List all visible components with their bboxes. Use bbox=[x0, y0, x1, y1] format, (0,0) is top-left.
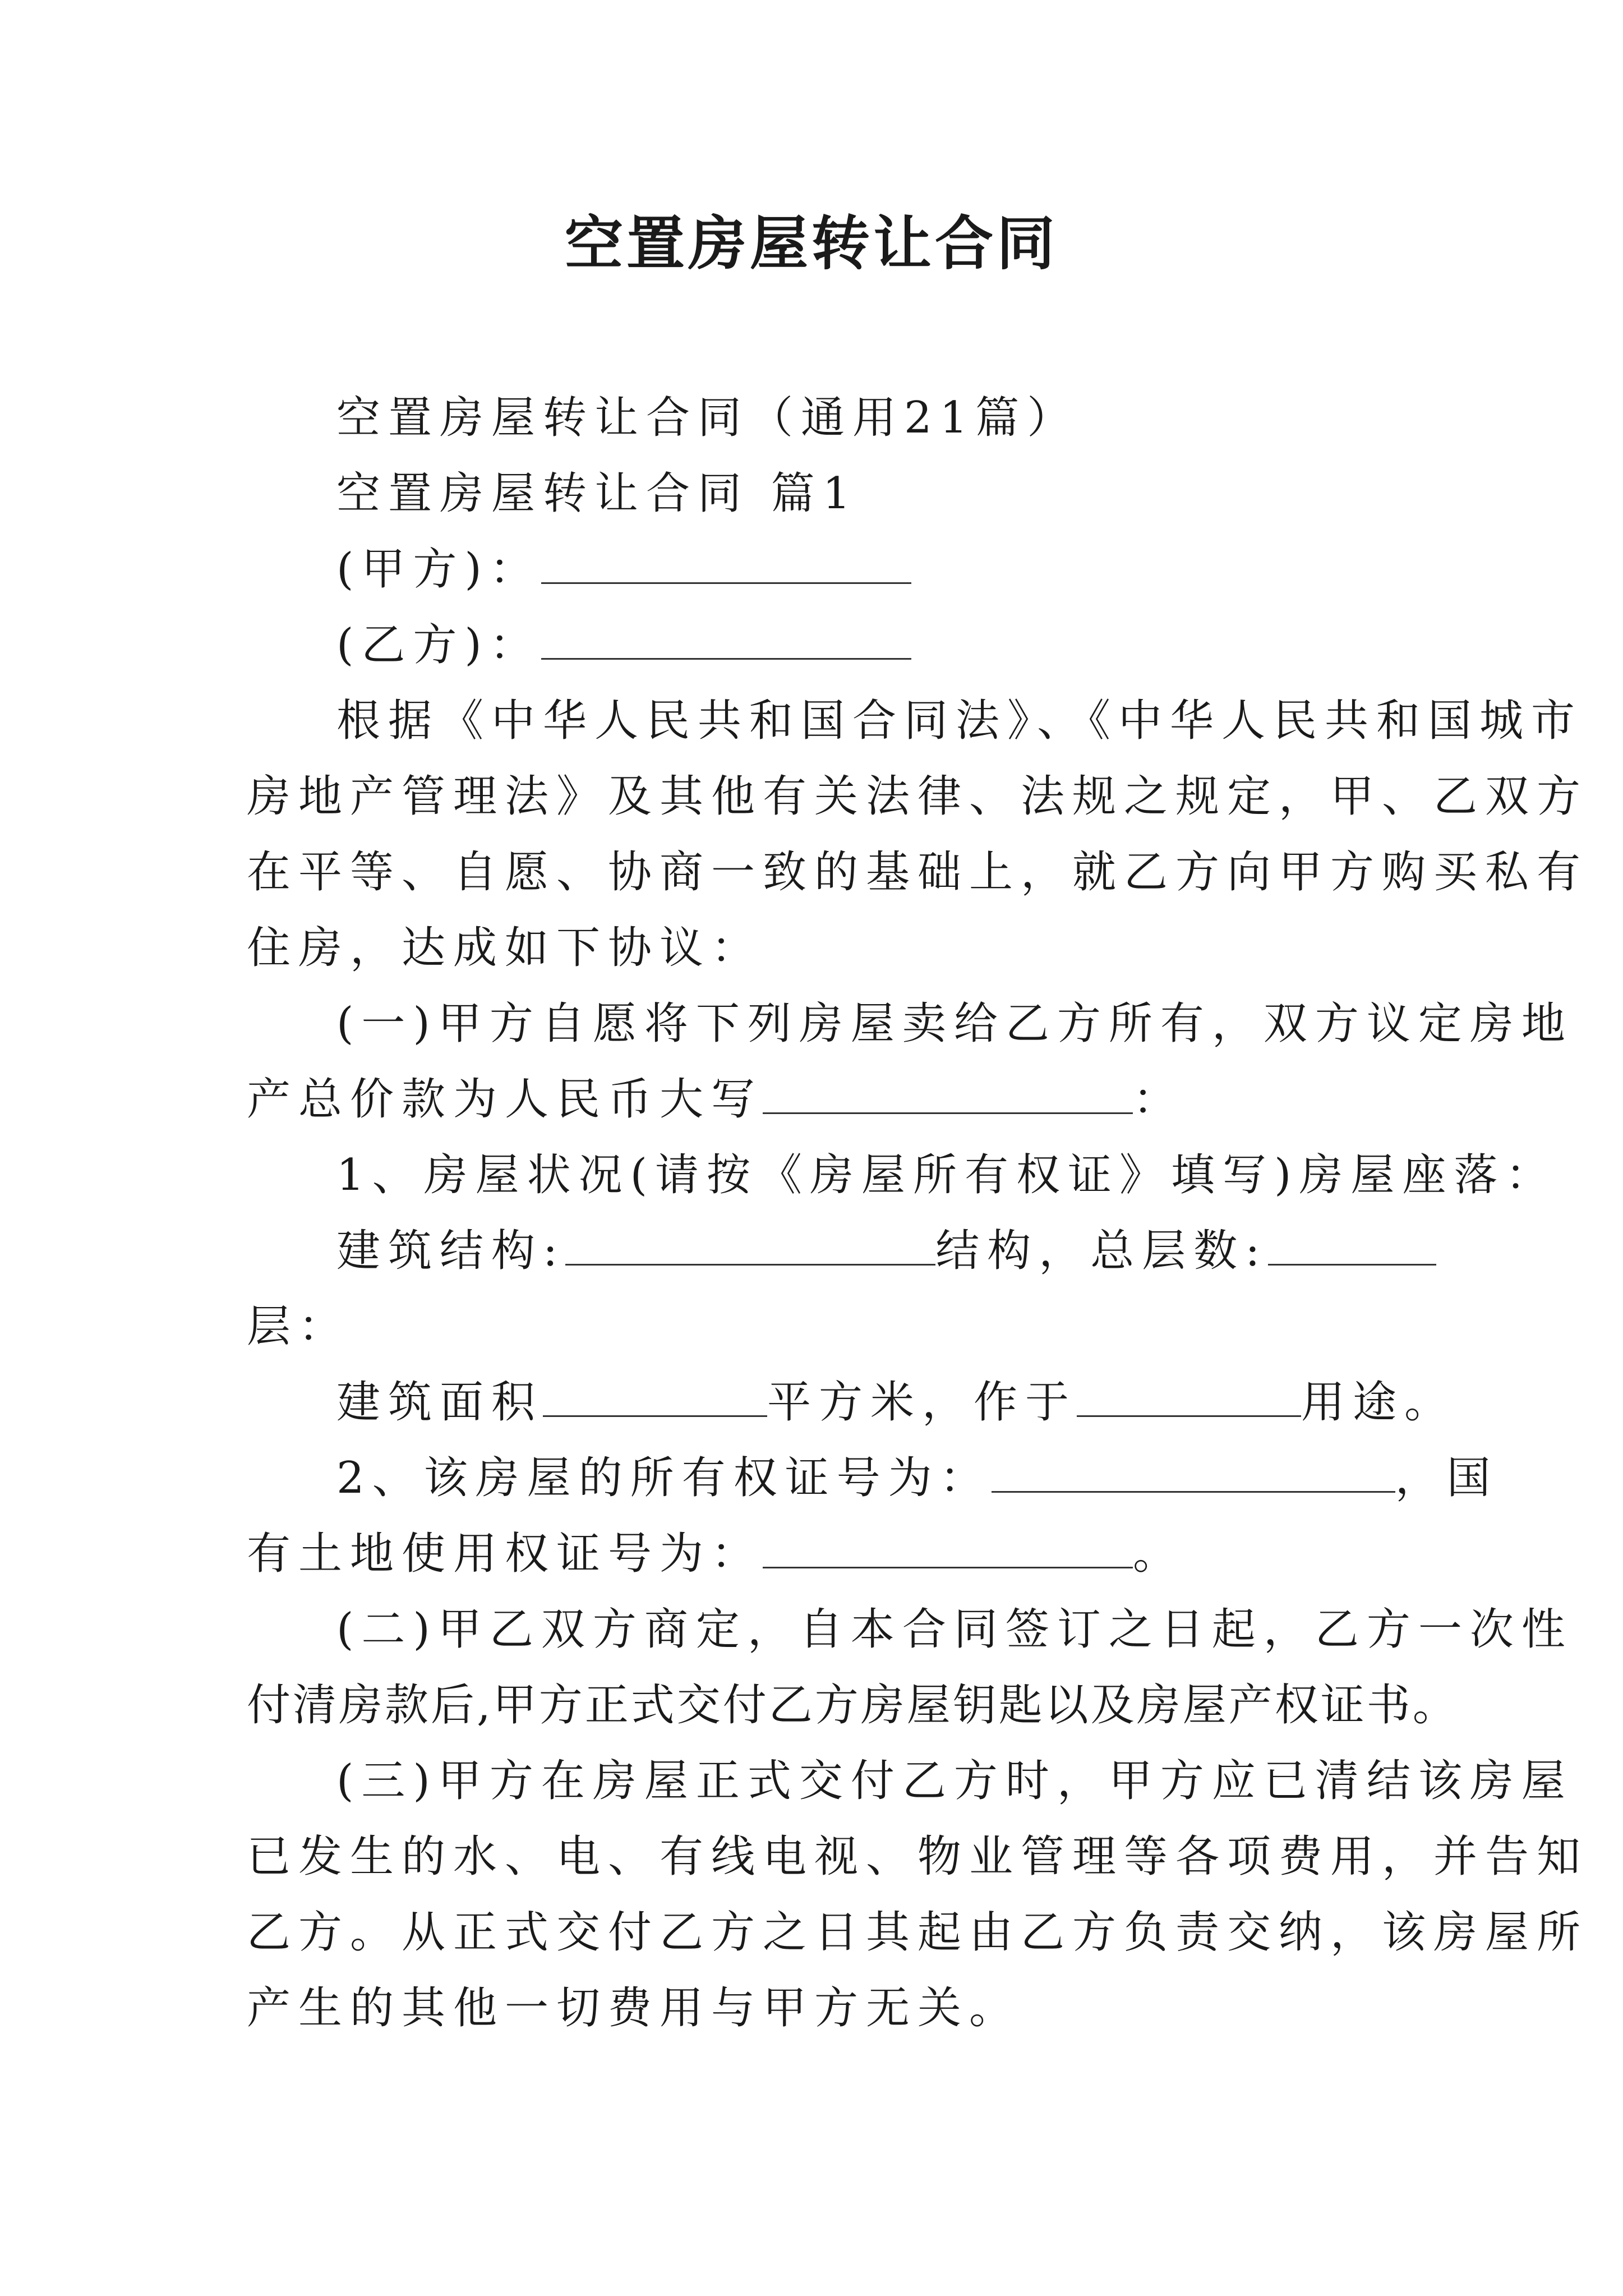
clause3-line: (三)甲方在房屋正式交付乙方时，甲方应已清结该房屋 bbox=[336, 1756, 1573, 1806]
party-b-line bbox=[336, 614, 1391, 676]
area-label: 建筑面积 bbox=[336, 1377, 543, 1428]
intro-line: 根据《中华人民共和国合同法》、《中华人民共和国城市 bbox=[336, 696, 1583, 746]
floors-suffix: 层： bbox=[247, 1301, 351, 1352]
intro-line: 住房，达成如下协议： bbox=[247, 923, 763, 973]
price-label: 产总价款为人民币大写 bbox=[247, 1074, 763, 1125]
clause2-line: (二)甲乙双方商定，自本合同签订之日起，乙方一次性 bbox=[336, 1604, 1573, 1655]
intro-line: 房地产管理法》及其他有关法律、法规之规定，甲、乙双方 bbox=[247, 771, 1589, 822]
use-suffix: 用途。 bbox=[1301, 1377, 1456, 1428]
section-heading: 空置房屋转让合同 篇1 bbox=[336, 468, 859, 519]
clause3-line: 已发生的水、电、有线电视、物业管理等各项费用，并告知 bbox=[247, 1832, 1589, 1882]
land-cert-blank bbox=[763, 1523, 1133, 1568]
clause2-line: 付清房款后,甲方正式交付乙方房屋钥匙以及房屋产权证书。 bbox=[247, 1680, 1459, 1731]
document-title: 空置房屋转让合同 bbox=[564, 209, 1058, 278]
area-unit: 平方米，作于 bbox=[767, 1377, 1077, 1428]
subtitle: 空置房屋转让合同（通用21篇） bbox=[336, 393, 1079, 443]
area-blank bbox=[543, 1372, 767, 1417]
land-cert-label: 有土地使用权证号为： bbox=[247, 1529, 763, 1579]
party-b-blank bbox=[541, 614, 911, 660]
structure-suffix: 结构，总层数: bbox=[935, 1226, 1268, 1276]
party-a-blank bbox=[541, 539, 911, 584]
item1-line: 1、房屋状况(请按《房屋所有权证》填写)房屋座落： bbox=[336, 1150, 1557, 1200]
party-a-line bbox=[336, 539, 1391, 600]
structure-blank bbox=[565, 1220, 935, 1266]
clause1-price-line bbox=[247, 1069, 1391, 1130]
intro-line: 在平等、自愿、协商一致的基础上，就乙方向甲方购买私有 bbox=[247, 847, 1589, 898]
clause1-line: (一)甲方自愿将下列房屋卖给乙方所有，双方议定房地 bbox=[336, 999, 1573, 1049]
price-suffix: ： bbox=[1133, 1074, 1185, 1125]
structure-label: 建筑结构: bbox=[336, 1226, 566, 1276]
clause3-line: 产生的其他一切费用与甲方无关。 bbox=[247, 1983, 1021, 2033]
area-line bbox=[336, 1372, 1456, 1433]
land-cert-suffix: 。 bbox=[1133, 1529, 1185, 1579]
clause3-line: 乙方。从正式交付乙方之日其起由乙方负责交纳，该房屋所 bbox=[247, 1907, 1589, 1958]
party-b-label: (乙方)： bbox=[336, 620, 541, 670]
structure-line bbox=[336, 1220, 1391, 1282]
floors-blank bbox=[1268, 1220, 1436, 1266]
ownership-cert-blank bbox=[992, 1447, 1395, 1493]
party-a-label: (甲方)： bbox=[336, 544, 541, 595]
ownership-cert-label: 2、该房屋的所有权证号为： bbox=[336, 1453, 992, 1503]
land-cert-line bbox=[247, 1523, 1391, 1585]
use-blank bbox=[1077, 1372, 1301, 1417]
ownership-cert-suffix: ，国 bbox=[1395, 1453, 1498, 1503]
price-blank bbox=[763, 1069, 1133, 1114]
item2-line bbox=[336, 1447, 1498, 1509]
